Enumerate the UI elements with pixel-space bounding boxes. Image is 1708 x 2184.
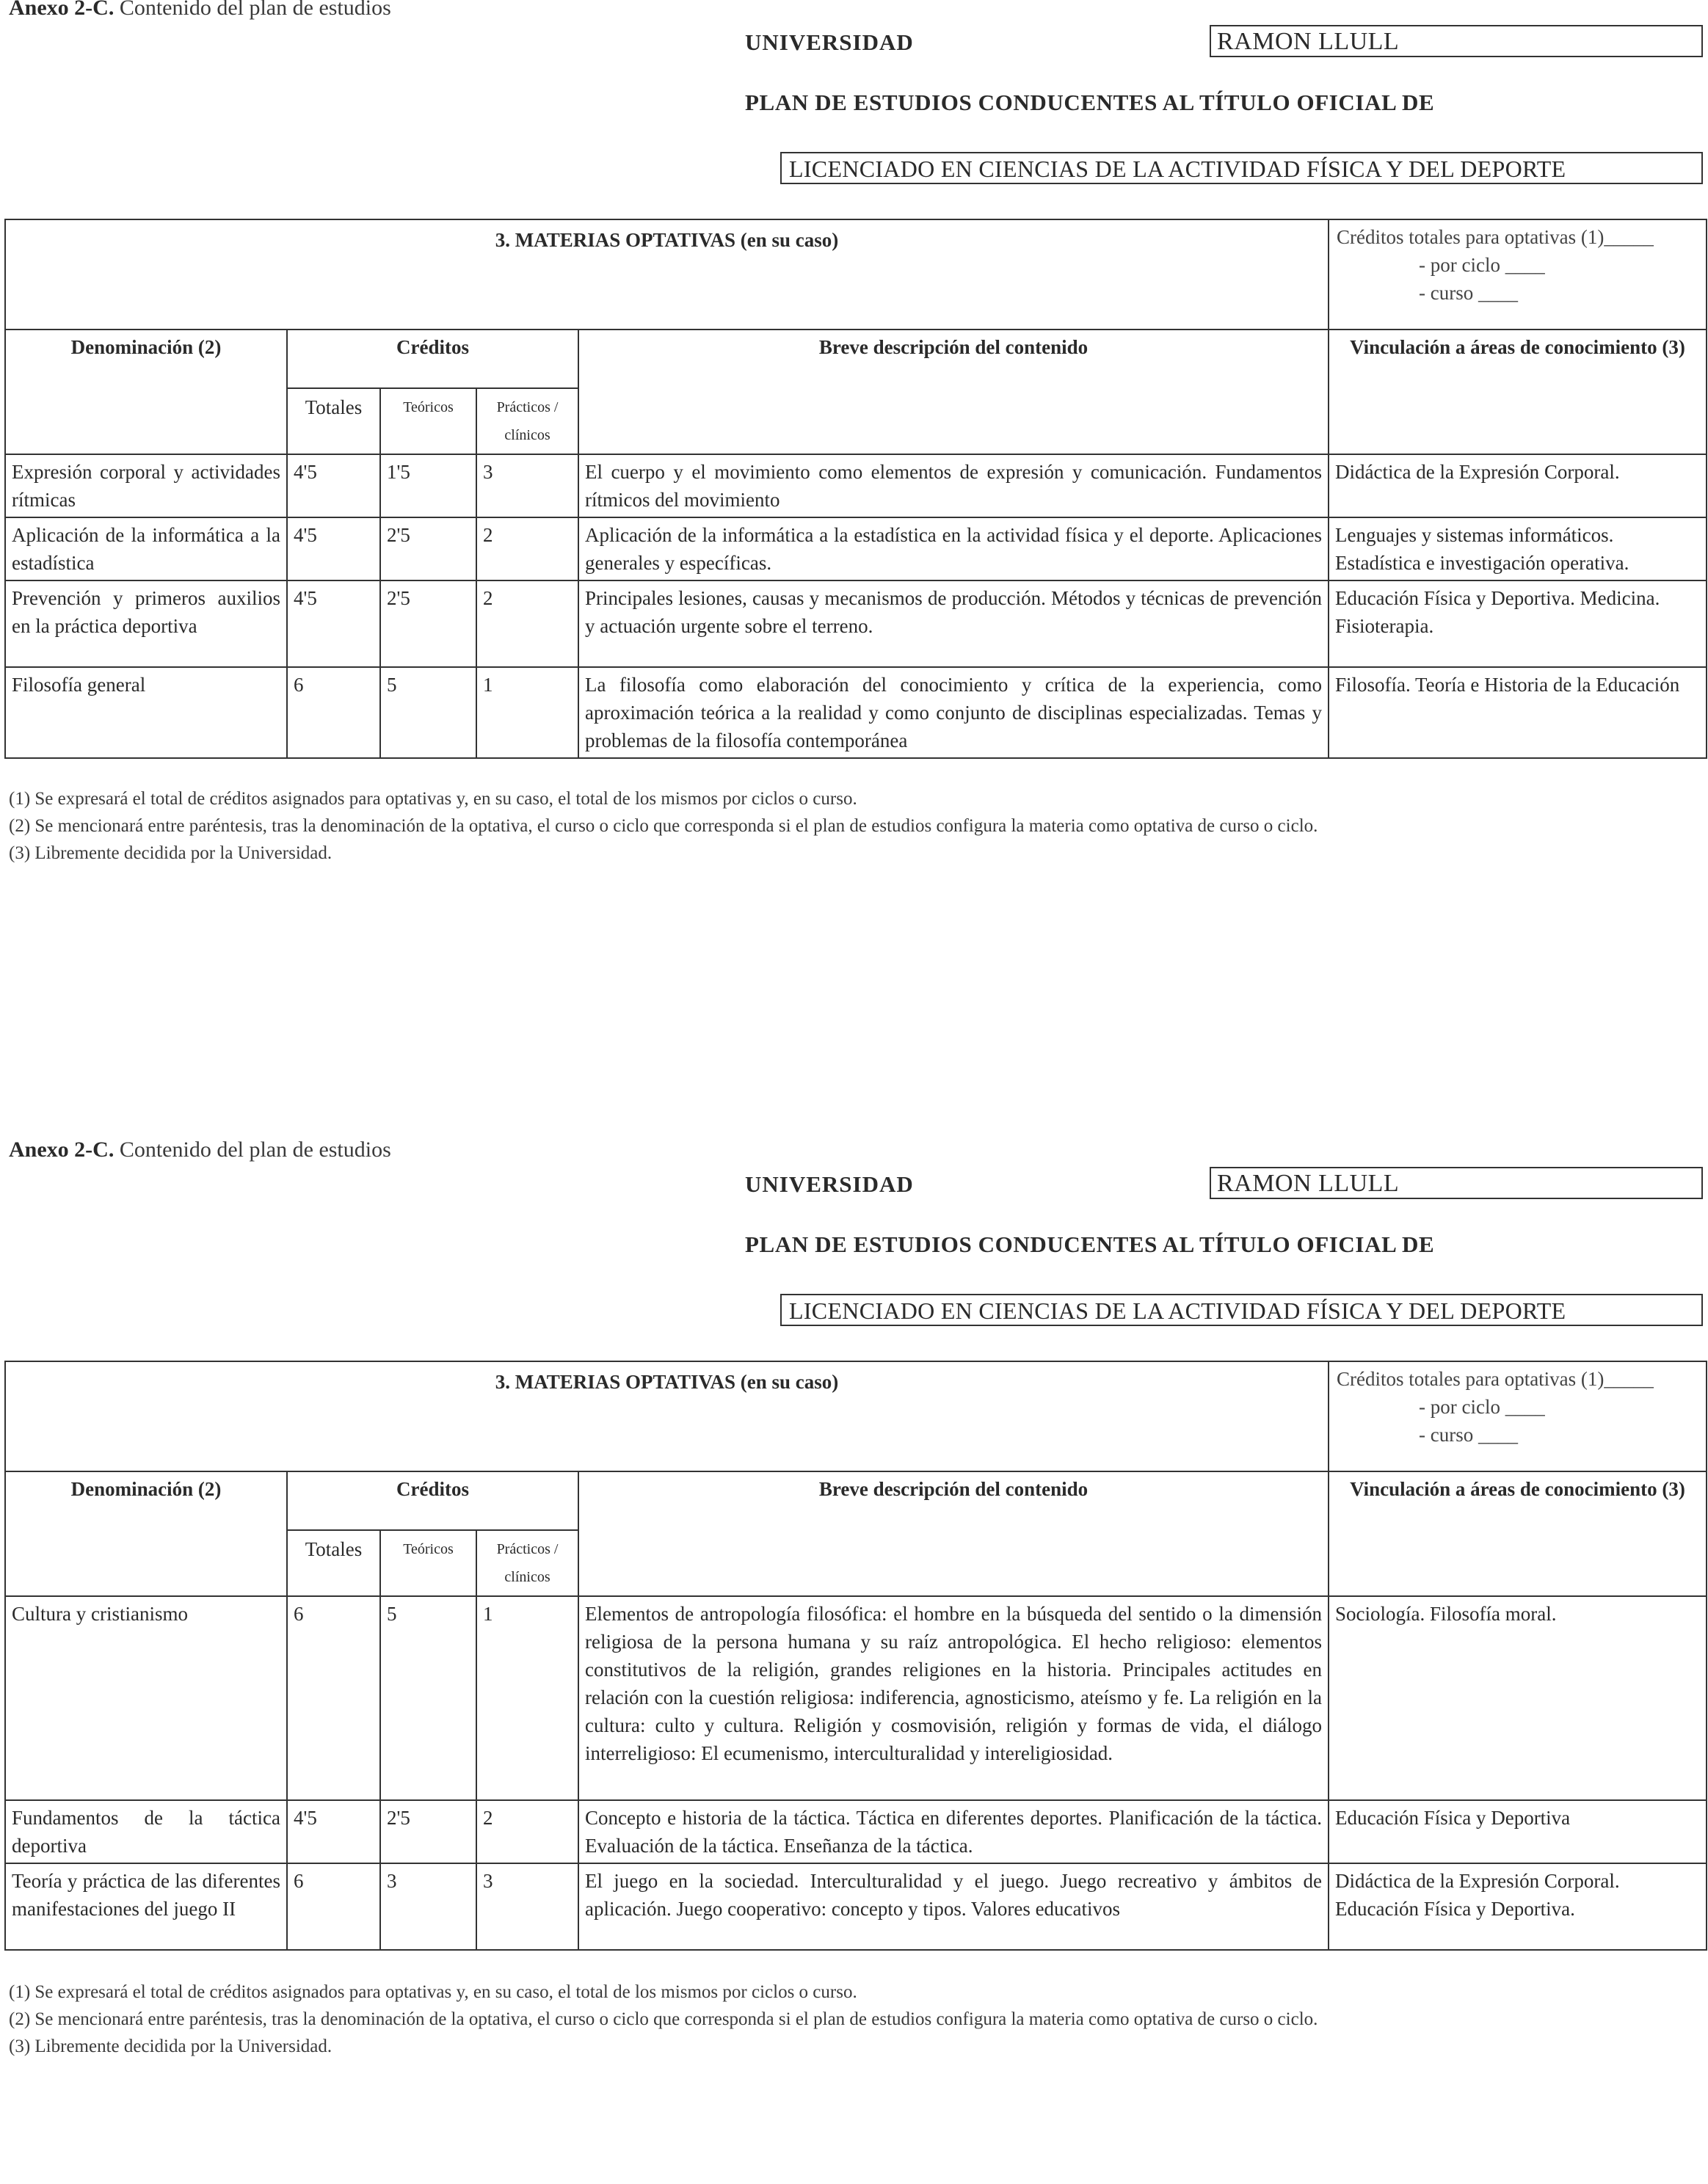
row-vinculacion: Didáctica de la Expresión Corporal. (1329, 454, 1707, 517)
row-teoricos: 5 (380, 1596, 476, 1800)
university-name-box: RAMON LLULL (1210, 25, 1703, 57)
credit-info-curso: - curso ____ (1419, 282, 1518, 304)
row-practicos: 3 (476, 1863, 578, 1950)
row-descripcion: Principales lesiones, causas y mecanismos de producción. Métodos y técnicas de prevención y actuación urgente sobre el terreno. (578, 580, 1329, 667)
annex-heading: Anexo 2-C. Contenido del plan de estudios (9, 0, 391, 20)
table-title: 3. MATERIAS OPTATIVAS (en su caso) (5, 219, 1329, 330)
plan-title: PLAN DE ESTUDIOS CONDUCENTES AL TÍTULO OFICIAL DE (745, 1231, 1435, 1257)
row-totales: 4'5 (287, 454, 380, 517)
row-totales: 4'5 (287, 580, 380, 667)
table-row (5, 1863, 1707, 1950)
row-practicos: 2 (476, 1800, 578, 1863)
row-practicos: 2 (476, 517, 578, 580)
page-1 (0, 0, 1708, 1042)
university-label: UNIVERSIDAD (745, 29, 914, 55)
row-vinculacion: Didáctica de la Expresión Corporal. Educación Física y Deportiva. (1329, 1863, 1707, 1950)
row-descripcion: Aplicación de la informática a la estadística en la actividad física y el deporte. Aplicaciones generales y específicas. (578, 517, 1329, 580)
footnotes (9, 1979, 1697, 2060)
row-vinculacion: Educación Física y Deportiva (1329, 1800, 1707, 1863)
credit-info-total: Créditos totales para optativas (1)_____ (1337, 226, 1654, 248)
plan-title: PLAN DE ESTUDIOS CONDUCENTES AL TÍTULO OFICIAL DE (745, 90, 1435, 115)
row-teoricos: 5 (380, 667, 476, 758)
row-practicos: 1 (476, 1596, 578, 1800)
table-row (5, 667, 1707, 758)
annex-heading: Anexo 2-C. Contenido del plan de estudios (9, 1138, 391, 1162)
footnote-3: (3) Libremente decidida por la Universidad. (9, 843, 332, 863)
credit-info-ciclo: - por ciclo ____ (1419, 254, 1545, 276)
credit-info-total: Créditos totales para optativas (1)_____ (1337, 1368, 1654, 1390)
header-totales: Totales (287, 388, 380, 454)
row-name: Aplicación de la informática a la estadística (5, 517, 287, 580)
header-vinculacion: Vinculación a áreas de conocimiento (3) (1329, 1471, 1707, 1596)
credit-info (1329, 1361, 1707, 1471)
row-name: Cultura y cristianismo (5, 1596, 287, 1800)
row-practicos: 2 (476, 580, 578, 667)
header-descripcion: Breve descripción del contenido (578, 1471, 1329, 1596)
footnotes (9, 785, 1697, 867)
row-totales: 6 (287, 1863, 380, 1950)
footnote-2: (2) Se mencionará entre paréntesis, tras la denominación de la optativa, el curso o ciclo que corresponda si el plan de estudios configura la materia como optativa de curso o ciclo. (9, 816, 1318, 836)
row-practicos: 1 (476, 667, 578, 758)
row-name: Teoría y práctica de las diferentes manifestaciones del juego II (5, 1863, 287, 1950)
row-totales: 4'5 (287, 517, 380, 580)
university-name-box: RAMON LLULL (1210, 1167, 1703, 1199)
table-row (5, 580, 1707, 667)
table-row (5, 1596, 1707, 1800)
header-teoricos: Teóricos (380, 1530, 476, 1596)
row-totales: 6 (287, 667, 380, 758)
row-totales: 6 (287, 1596, 380, 1800)
table-title: 3. MATERIAS OPTATIVAS (en su caso) (5, 1361, 1329, 1471)
row-vinculacion: Filosofía. Teoría e Historia de la Educación (1329, 667, 1707, 758)
row-practicos: 3 (476, 454, 578, 517)
row-totales: 4'5 (287, 1800, 380, 1863)
header-vinculacion: Vinculación a áreas de conocimiento (3) (1329, 330, 1707, 454)
header-teoricos: Teóricos (380, 388, 476, 454)
footnote-1: (1) Se expresará el total de créditos asignados para optativas y, en su caso, el total de los mismos por ciclos o curso. (9, 1982, 857, 2002)
university-label: UNIVERSIDAD (745, 1171, 914, 1197)
row-vinculacion: Lenguajes y sistemas informáticos. Estadística e investigación operativa. (1329, 517, 1707, 580)
row-teoricos: 2'5 (380, 580, 476, 667)
header-denominacion: Denominación (2) (5, 330, 287, 454)
header-descripcion: Breve descripción del contenido (578, 330, 1329, 454)
header-denominacion: Denominación (2) (5, 1471, 287, 1596)
row-vinculacion: Educación Física y Deportiva. Medicina. Fisioterapia. (1329, 580, 1707, 667)
header-practicos: Prácticos / clínicos (476, 1530, 578, 1596)
credit-info-ciclo: - por ciclo ____ (1419, 1396, 1545, 1418)
footnote-1: (1) Se expresará el total de créditos asignados para optativas y, en su caso, el total de los mismos por ciclos o curso. (9, 789, 857, 809)
row-vinculacion: Sociología. Filosofía moral. (1329, 1596, 1707, 1800)
row-teoricos: 3 (380, 1863, 476, 1950)
row-teoricos: 2'5 (380, 1800, 476, 1863)
degree-box: LICENCIADO EN CIENCIAS DE LA ACTIVIDAD FÍSICA Y DEL DEPORTE (780, 152, 1703, 184)
row-teoricos: 1'5 (380, 454, 476, 517)
row-descripcion: Concepto e historia de la táctica. Táctica en diferentes deportes. Planificación de la táctica. Evaluación de la táctica. Enseñanza de la táctica. (578, 1800, 1329, 1863)
table-row (5, 517, 1707, 580)
credit-info (1329, 219, 1707, 330)
footnote-3: (3) Libremente decidida por la Universidad. (9, 2036, 332, 2056)
footnote-2: (2) Se mencionará entre paréntesis, tras la denominación de la optativa, el curso o ciclo que corresponda si el plan de estudios configura la materia como optativa de curso o ciclo. (9, 2009, 1318, 2029)
table-row (5, 454, 1707, 517)
row-name: Fundamentos de la táctica deportiva (5, 1800, 287, 1863)
header-creditos: Créditos (287, 330, 578, 388)
optativas-table (4, 219, 1707, 759)
row-descripcion: Elementos de antropología filosófica: el hombre en la búsqueda del sentido o la dimensión religiosa de la persona humana y su raíz antropológica. El hecho religioso: elementos constitutivos de la religión, grandes religiones en la historia. Principales actitudes en relación con la cuestión religiosa: indiferencia, agnosticismo, ateísmo y fe. La religión en la cultura: culto y cultura. Religión y cosmovisión, religión y formas de vida, el diálogo interreligioso: El ecumenismo, interculturalidad y intereligiosidad. (578, 1596, 1329, 1800)
row-name: Prevención y primeros auxilios en la práctica deportiva (5, 580, 287, 667)
page-2 (0, 1138, 1708, 2184)
credit-info-curso: - curso ____ (1419, 1424, 1518, 1446)
row-name: Expresión corporal y actividades rítmicas (5, 454, 287, 517)
row-name: Filosofía general (5, 667, 287, 758)
table-row (5, 1800, 1707, 1863)
header-practicos: Prácticos / clínicos (476, 388, 578, 454)
row-descripcion: La filosofía como elaboración del conocimiento y crítica de la experiencia, como aproximación teórica a la realidad y como conjunto de disciplinas especializadas. Temas y problemas de la filosofía contemporánea (578, 667, 1329, 758)
header-creditos: Créditos (287, 1471, 578, 1530)
row-descripcion: El cuerpo y el movimiento como elementos de expresión y comunicación. Fundamentos rítmicos del movimiento (578, 454, 1329, 517)
degree-box: LICENCIADO EN CIENCIAS DE LA ACTIVIDAD FÍSICA Y DEL DEPORTE (780, 1294, 1703, 1326)
row-descripcion: El juego en la sociedad. Interculturalidad y el juego. Juego recreativo y ámbitos de aplicación. Juego cooperativo: concepto y tipos. Valores educativos (578, 1863, 1329, 1950)
header-totales: Totales (287, 1530, 380, 1596)
row-teoricos: 2'5 (380, 517, 476, 580)
optativas-table (4, 1361, 1707, 1951)
